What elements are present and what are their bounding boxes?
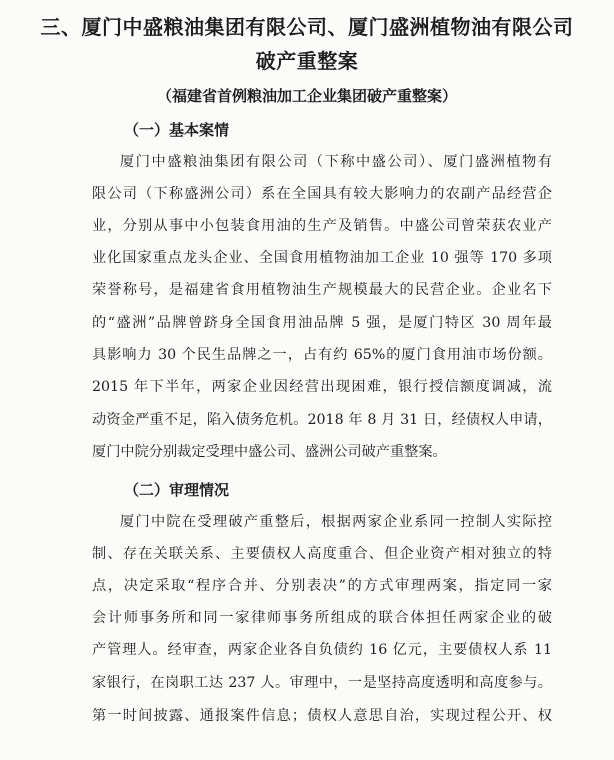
document-title [0,10,614,78]
paragraph-line: 制、存在关联关系、主要债权人高度重合、但企业资产相对独立的特 [92,546,552,562]
paragraph-line: 家银行，在岗职工达 237 人。审理中，一是坚持高度透明和高度参与。 [92,675,552,691]
paragraph-line: 厦门中院分别裁定受理中盛公司、盛洲公司破产重整案。 [92,444,447,460]
paragraph-line: 荣誉称号，是福建省食用植物油生产规模最大的民营企业。企业名下 [92,282,552,298]
paragraph-line: 具影响力 30 个民生品牌之一，占有约 65%的厦门食用油市场份额。 [92,347,552,363]
paragraph-line: 厦门中院在受理破产重整后，根据两家企业系同一控制人实际控 [120,514,552,530]
paragraph-line: 产管理人。经审查，两家企业各自负债约 16 亿元，主要债权人系 11 [92,642,552,658]
paragraph-line: 限公司（下称盛洲公司）系在全国具有较大影响力的农副产品经营企 [92,186,552,202]
paragraph-line: 业，分别从事中小包装食用油的生产及销售。中盛公司曾荣获农业产 [92,218,552,234]
section-heading-trial-process: （二）审理情况 [124,481,230,499]
paragraph-line: 点，决定采取“程序合并、分别表决”的方式审理两案，指定同一家 [92,578,552,594]
paragraph-line: 第一时间披露、通报案件信息；债权人意思自治，实现过程公开、权 [92,708,552,724]
paragraph-line: 2015 年下半年，两家企业因经营出现困难，银行授信额度调减，流 [92,379,552,395]
paragraph-line: 会计师事务所和同一家律师事务所组成的联合体担任两家企业的破 [92,610,552,626]
title-line-1: 三、厦门中盛粮油集团有限公司、厦门盛洲植物油有限公司 [40,15,574,39]
case-subtitle: （福建省首例粮油加工企业集团破产重整案） [156,87,457,105]
paragraph-line: 业化国家重点龙头企业、全国食用植物油加工企业 10 强等 170 多项 [92,250,552,266]
title-line-2: 破产重整案 [255,49,359,73]
paragraph-line: 厦门中盛粮油集团有限公司（下称中盛公司）、厦门盛洲植物有 [120,154,552,170]
paragraph-line: 的“盛洲”品牌曾跻身全国食用油品牌 5 强，是厦门特区 30 周年最 [92,315,552,331]
paragraph-line: 动资金严重不足，陷入债务危机。2018 年 8 月 31 日，经债权人申请， [92,412,552,428]
section-heading-basic-facts: （一）基本案情 [124,121,230,139]
